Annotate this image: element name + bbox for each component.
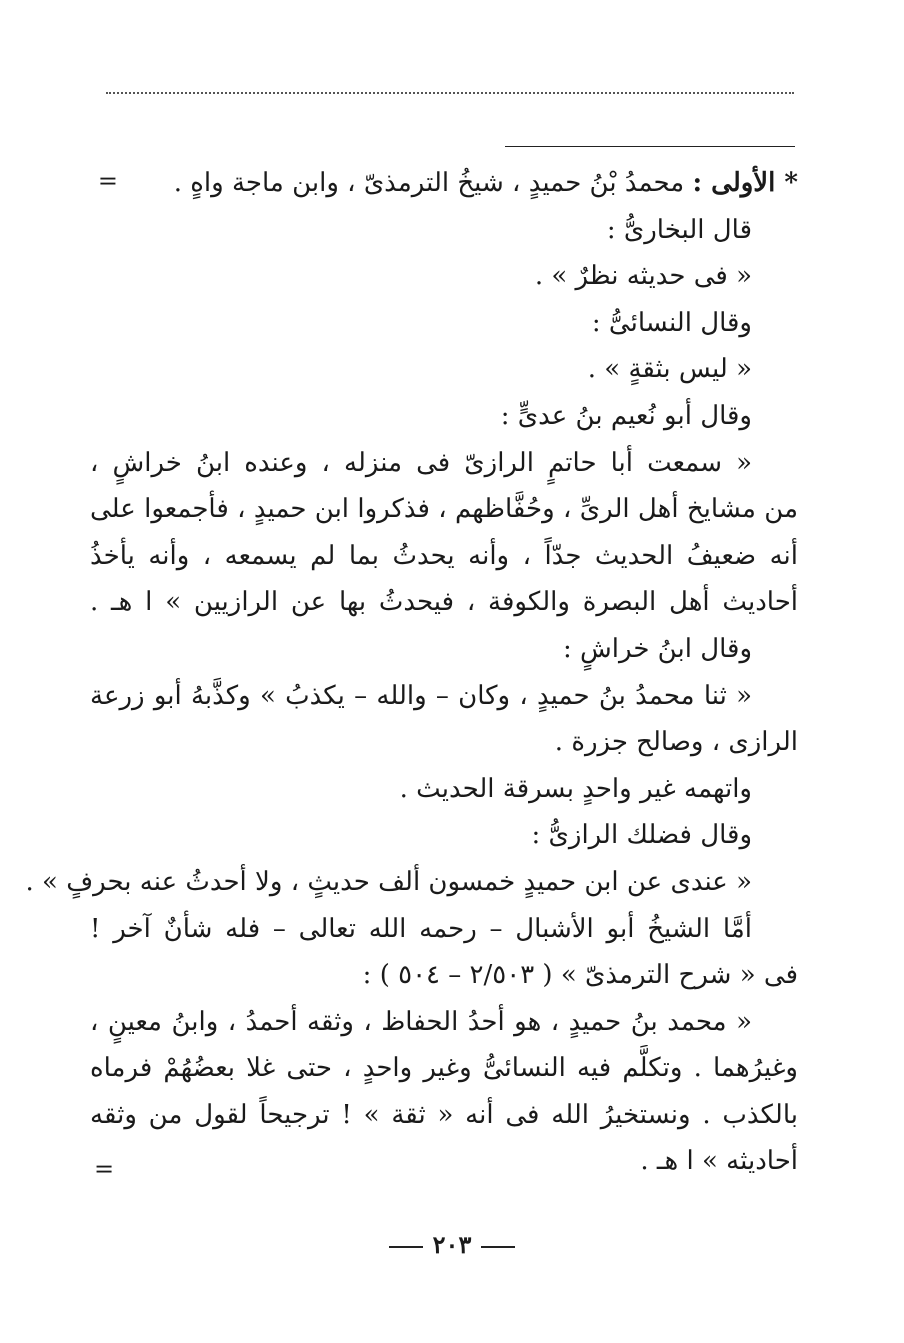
lead-continuation-marker: =: [97, 167, 118, 195]
page-number: ٢٠٣: [432, 1230, 472, 1259]
entry-heading: * الأولى :: [692, 168, 798, 198]
text-line: فى « شرح الترمذىّ » ( ٢/٥٠٣ – ٥٠٤ ) :: [362, 960, 798, 991]
text-line: قال البخارىُّ :: [606, 214, 752, 245]
entry-text: محمدُ بْنُ حميدٍ ، شيخُ الترمذىّ ، وابن ماجة واهٍ .: [173, 168, 693, 198]
text-line: أمَّا الشيخُ أبو الأشبال – رحمه الله تعالى – فله شأنٌ آخر !: [90, 913, 752, 944]
text-line: « محمد بنُ حميدٍ ، هو أحدُ الحفاظ ، وثقه أحمدُ ، وابنُ معينٍ ،: [90, 1006, 752, 1037]
text-line: أحاديث أهل البصرة والكوفة ، فيحدثُ بها عن الرازيين » ا هـ .: [90, 587, 798, 618]
footnote-separator-rule: [505, 146, 795, 147]
text-line: من مشايخ أهل الرىِّ ، وحُفَّاظهم ، فذكروا ابن حميدٍ ، فأجمعوا على: [90, 494, 798, 525]
text-line: [90, 160, 798, 207]
text-line: « سمعت أبا حاتمٍ الرازىّ فى منزله ، وعنده ابنُ خراشٍ ،: [90, 447, 752, 478]
text-line: « ثنا محمدُ بنُ حميدٍ ، وكان – والله – يكذبُ » وكذَّبهُ أبو زرعة: [90, 680, 752, 711]
text-line: بالكذب . ونستخيرُ الله فى أنه « ثقة » ! ترجيحاً لقول من وثقه: [90, 1099, 798, 1130]
text-line: « ليس بثقةٍ » .: [587, 354, 752, 385]
text-line: واتهمه غير واحدٍ بسرقة الحديث .: [399, 773, 752, 804]
text-line: « عندى عن ابن حميدٍ خمسون ألف حديثٍ ، ولا أحدثُ عنه بحرفٍ » .: [25, 866, 752, 897]
text-line: وقال ابنُ خراشٍ :: [563, 633, 752, 664]
text-line: أنه ضعيفُ الحديث جدّاً ، وأنه يحدثُ بما لم يسمعه ، وأنه يأخذُ: [90, 540, 798, 571]
header-dotted-rule: [106, 92, 794, 94]
text-line: وقال أبو نُعيم بنُ عدىٍّ :: [500, 400, 752, 431]
text-line: وقال النسائىُّ :: [591, 307, 752, 338]
text-line: وغيرُهما . وتكلَّم فيه النسائىُّ وغير واحدٍ ، حتى غلا بعضُهُمْ فرماه: [90, 1053, 798, 1084]
text-line: أحاديثه » ا هـ .: [640, 1146, 798, 1177]
text-line: الرازى ، وصالح جزرة .: [554, 727, 798, 758]
text-line: « فى حديثه نظرٌ » .: [534, 261, 752, 292]
page-number-dash: [481, 1246, 515, 1248]
continuation-marker: =: [94, 1155, 115, 1183]
page-number-dash: [389, 1246, 423, 1248]
page-number-footer: [0, 1230, 904, 1259]
page-body-text: [25, 160, 798, 1185]
text-line: وقال فضلك الرازىُّ :: [531, 820, 752, 851]
